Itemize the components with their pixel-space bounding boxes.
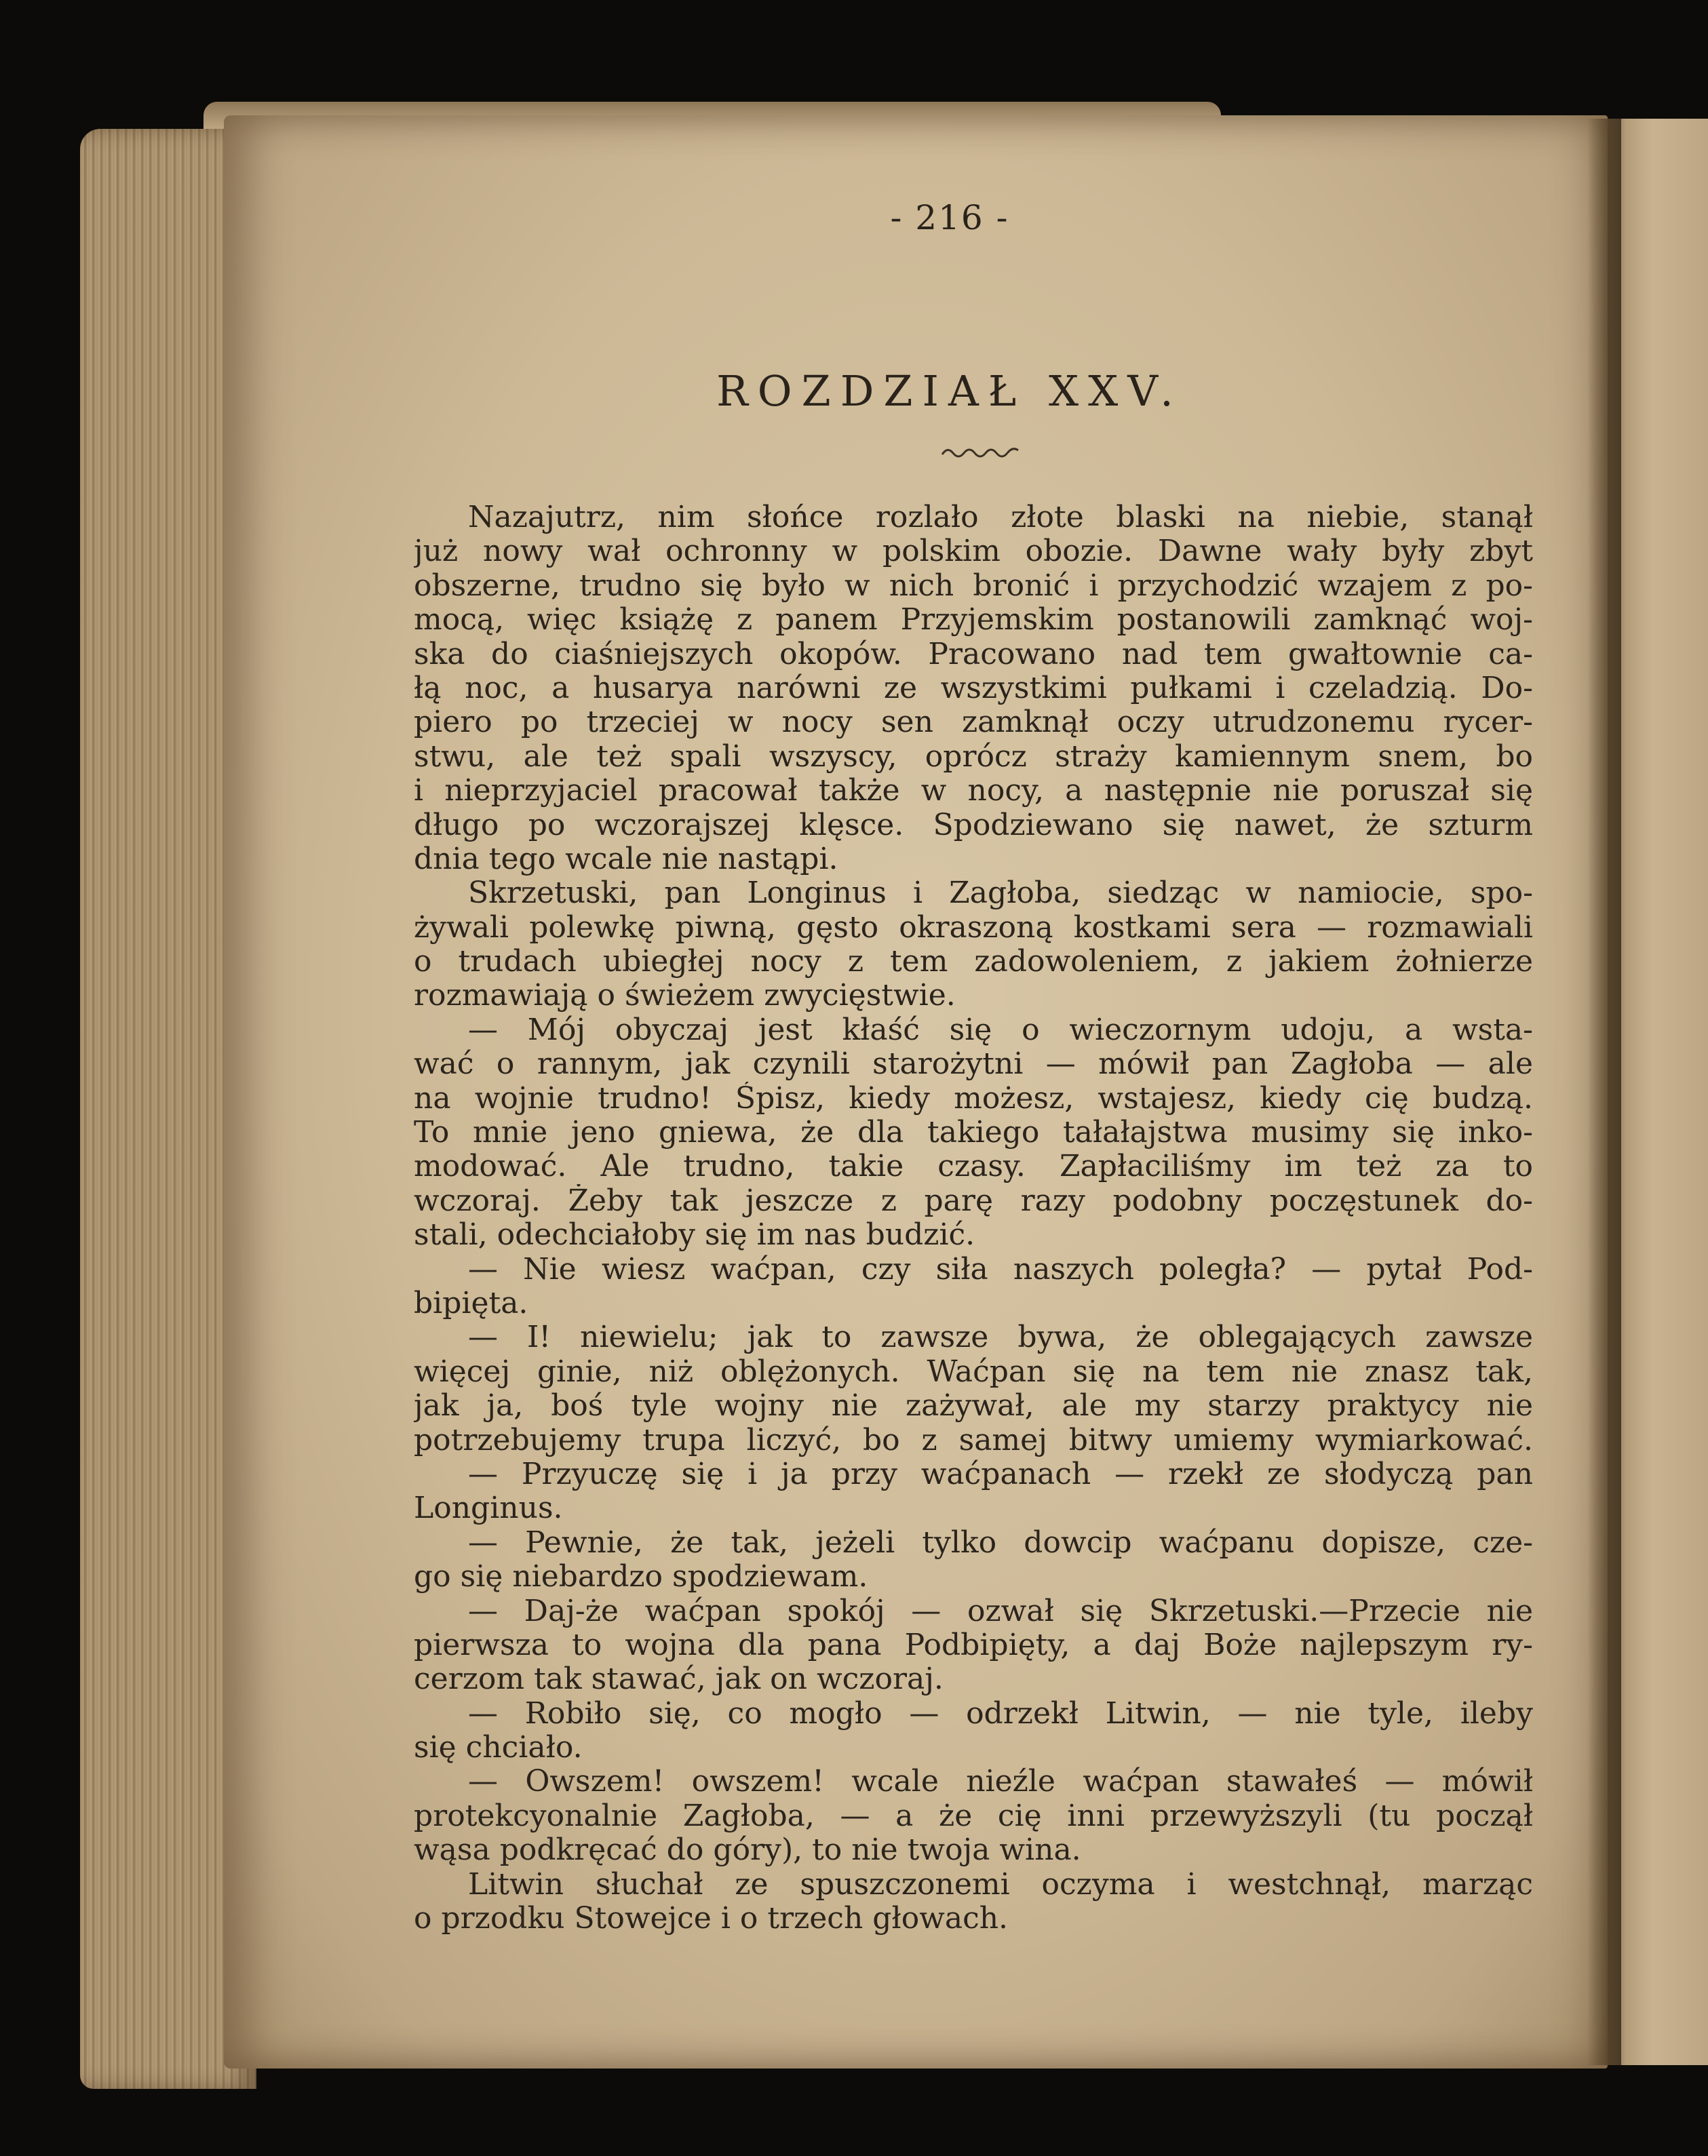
text-line: wczoraj. Żeby tak jeszcze z parę razy podobny poczęstunek do- <box>414 1183 1533 1218</box>
text-line: — Mój obyczaj jest kłaść się o wieczornym udoju, a wsta- <box>468 1013 1533 1047</box>
body-text <box>414 501 1533 1936</box>
text-line: cerzom tak stawać, jak on wczoraj. <box>414 1662 944 1697</box>
text-line: Skrzetuski, pan Longinus i Zagłoba, siedząc w namiocie, spo- <box>468 876 1533 911</box>
ornament-icon <box>939 441 1021 461</box>
text-line: na wojnie trudno! Śpisz, kiedy możesz, wstajesz, kiedy cię budzą. <box>414 1081 1533 1116</box>
text-line: — Robiło się, co mogło — odrzekł Litwin, — nie tyle, ileby <box>468 1696 1533 1731</box>
page-number: - 216 - <box>890 198 1009 237</box>
text-line: wąsa podkręcać do góry), to nie twoja wina. <box>414 1833 1081 1868</box>
text-line: stali, odechciałoby się im nas budzić. <box>414 1218 975 1253</box>
text-line: żywali polewkę piwną, gęsto okraszoną kostkami sera — rozmawiali <box>414 910 1533 945</box>
text-line: — I! niewielu; jak to zawsze bywa, że oblegających zawsze <box>468 1320 1533 1355</box>
text-line: Longinus. <box>414 1491 563 1526</box>
text-line: obszerne, trudno się było w nich bronić i przychodzić wzajem z po- <box>414 568 1533 603</box>
text-line: więcej ginie, niż oblężonych. Waćpan się na tem nie znasz tak, <box>414 1354 1533 1389</box>
text-line: To mnie jeno gniewa, że dla takiego tałałajstwa musimy się inko- <box>414 1116 1533 1150</box>
text-line: już nowy wał ochronny w polskim obozie. Dawne wały były zbyt <box>414 534 1533 569</box>
text-line: Nazajutrz, nim słońce rozlało złote blaski na niebie, stanął <box>468 501 1533 534</box>
text-line: o przodku Stowejce i o trzech głowach. <box>414 1902 1009 1936</box>
text-line: — Nie wiesz waćpan, czy siła naszych poległa? — pytał Pod- <box>468 1252 1533 1287</box>
text-line: bipięta. <box>414 1286 528 1320</box>
text-line: jak ja, boś tyle wojny nie zażywał, ale my starzy praktycy nie <box>414 1389 1533 1424</box>
text-line: — Owszem! owszem! wcale nieźle waćpan stawałeś — mówił <box>468 1765 1533 1799</box>
text-line: wać o rannym, jak czynili starożytni — mówił pan Zagłoba — ale <box>414 1047 1533 1082</box>
text-line: Litwin słuchał ze spuszczonemi oczyma i westchnął, marząc <box>468 1867 1533 1902</box>
text-line: go się niebardzo spodziewam. <box>414 1560 868 1594</box>
chapter-title: ROZDZIAŁ XXV. <box>716 366 1183 416</box>
text-line: pierwsza to wojna dla pana Podbipięty, a daj Boże najlepszym ry- <box>414 1628 1533 1662</box>
text-line: stwu, ale też spali wszyscy, oprócz straży kamiennym snem, bo <box>414 739 1533 774</box>
text-line: dnia tego wcale nie nastąpi. <box>414 842 838 876</box>
text-line: rozmawiają o świeżem zwycięstwie. <box>414 979 956 1013</box>
text-line: łą noc, a husarya narówni ze wszystkimi pułkami i czeladzią. Do- <box>414 671 1533 705</box>
text-line: mocą, więc książę z panem Przyjemskim postanowili zamknąć woj- <box>414 603 1533 638</box>
text-line: — Daj-że waćpan spokój — ozwał się Skrzetuski.—Przecie nie <box>468 1594 1533 1628</box>
text-line: o trudach ubiegłej nocy z tem zadowoleniem, z jakiem żołnierze <box>414 945 1533 979</box>
text-line: ska do ciaśniejszych okopów. Pracowano nad tem gwałtownie ca- <box>414 637 1533 671</box>
text-line: modować. Ale trudno, takie czasy. Zapłaciliśmy im też za to <box>414 1150 1533 1184</box>
text-line: i nieprzyjaciel pracował także w nocy, a następnie nie poruszał się <box>414 774 1533 808</box>
text-line: długo po wczorajszej klęsce. Spodziewano się nawet, że szturm <box>414 808 1533 842</box>
text-line: się chciało. <box>414 1731 583 1765</box>
text-line: piero po trzeciej w nocy sen zamknął oczy utrudzonemu rycer- <box>414 705 1533 740</box>
text-line: protekcyonalnie Zagłoba, — a że cię inni przewyższyli (tu począł <box>414 1799 1533 1833</box>
text-line: potrzebujemy trupa liczyć, bo z samej bitwy umiemy wymiarkować. <box>414 1423 1533 1457</box>
text-line: — Pewnie, że tak, jeżeli tylko dowcip waćpanu dopisze, cze- <box>468 1525 1533 1560</box>
text-line: — Przyuczę się i ja przy waćpanach — rzekł ze słodyczą pan <box>468 1457 1533 1491</box>
